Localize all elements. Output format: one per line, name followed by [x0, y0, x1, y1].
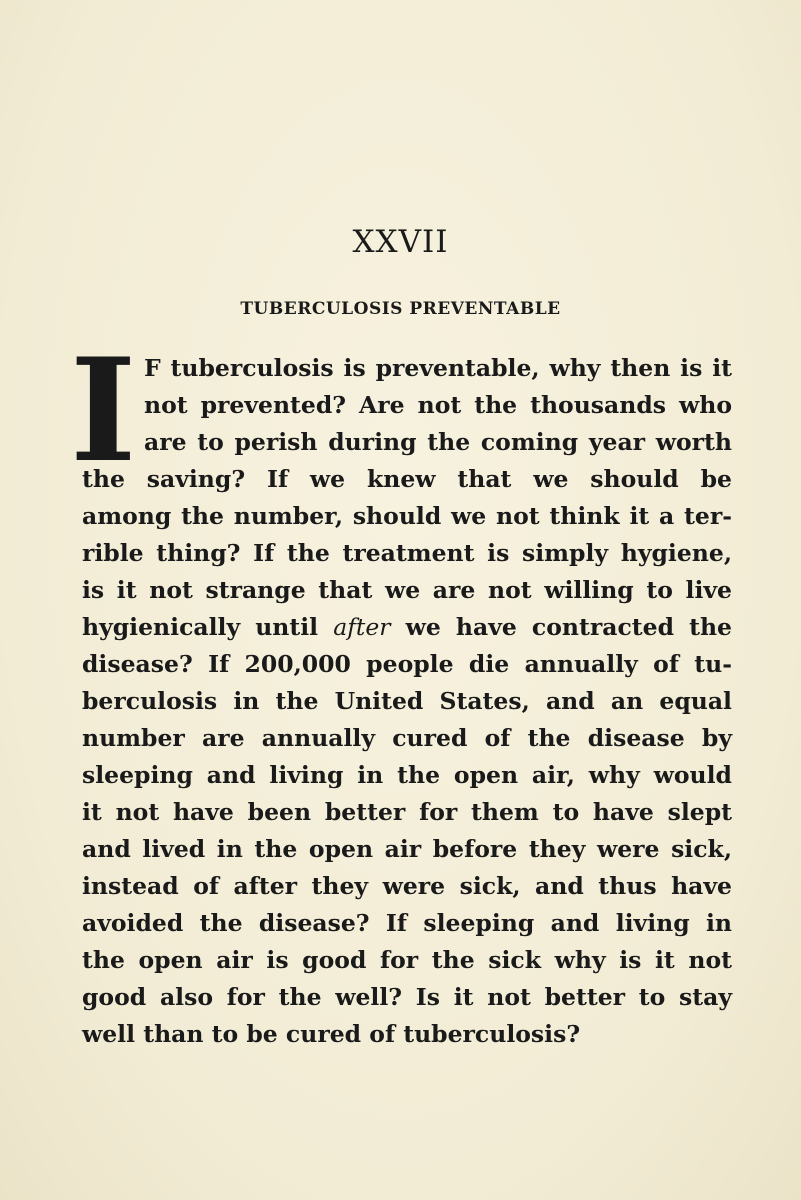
text-line: berculosis in the United States, and an equal	[82, 687, 732, 715]
text-line: and lived in the open air before they were sick,	[82, 835, 732, 863]
text-line: among the number, should we not think it a ter-	[82, 502, 732, 530]
drop-cap: I	[70, 328, 137, 494]
chapter-number: XXVII	[352, 224, 449, 260]
text-run: we have contracted the	[390, 613, 732, 641]
text-line: rible thing? If the treatment is simply hygiene,	[82, 539, 732, 567]
text-line: avoided the disease? If sleeping and living in	[82, 909, 732, 937]
text-line: it not have been better for them to have slept	[82, 798, 732, 826]
text-line: F tuberculosis is preventable, why then is it	[144, 354, 732, 382]
emphasis-text: after	[333, 613, 391, 641]
text-line: sleeping and living in the open air, why would	[82, 761, 732, 789]
text-run: hygienically until	[82, 613, 334, 641]
text-line: well than to be cured of tuberculosis?	[82, 1020, 581, 1048]
text-line: is it not strange that we are not willing to live	[82, 576, 732, 604]
text-line: instead of after they were sick, and thus have	[82, 872, 732, 900]
text-line: good also for the well? Is it not better to stay	[82, 983, 732, 1011]
text-line: disease? If 200,000 people die annually of tu-	[82, 650, 732, 678]
text-line: the open air is good for the sick why is it not	[82, 946, 732, 974]
chapter-title: TUBERCULOSIS PREVENTABLE	[240, 299, 561, 319]
text-line: not prevented? Are not the thousands who	[144, 391, 732, 419]
text-line	[82, 609, 732, 646]
text-line: the saving? If we knew that we should be	[82, 465, 732, 493]
text-line: are to perish during the coming year worth	[144, 428, 732, 456]
text-line: number are annually cured of the disease by	[82, 724, 732, 752]
